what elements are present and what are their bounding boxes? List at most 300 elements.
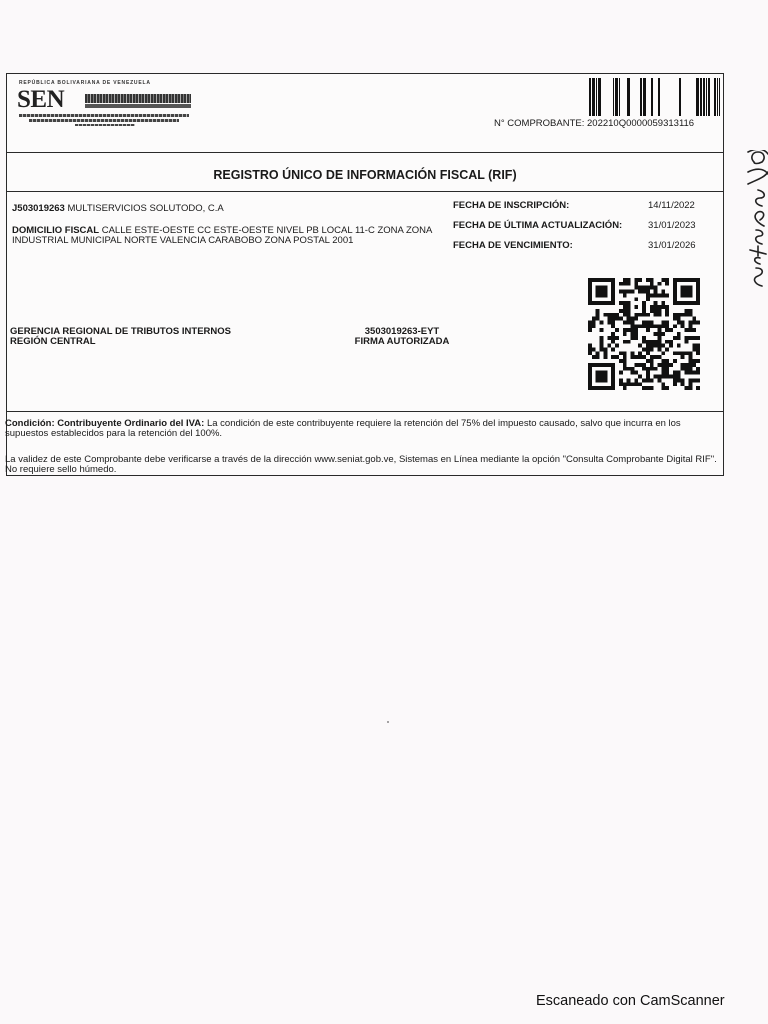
barcode-bar xyxy=(658,78,660,116)
qr-module xyxy=(588,320,592,324)
barcode-bar xyxy=(589,78,591,116)
qr-module xyxy=(634,286,638,290)
qr-module xyxy=(638,278,642,282)
qr-module xyxy=(619,317,623,321)
qr-module xyxy=(677,378,681,382)
qr-module xyxy=(646,278,650,282)
qr-module xyxy=(592,324,596,328)
qr-module xyxy=(611,375,615,379)
qr-module xyxy=(650,320,654,324)
qr-module xyxy=(646,297,650,301)
qr-module xyxy=(661,382,665,386)
qr-module xyxy=(685,301,689,305)
qr-module xyxy=(596,355,600,359)
qr-module xyxy=(623,320,627,324)
qr-module xyxy=(600,301,604,305)
authorized-signature xyxy=(348,327,456,347)
qr-module xyxy=(588,278,592,282)
qr-module xyxy=(665,309,669,313)
qr-module xyxy=(627,290,631,294)
divider xyxy=(7,191,723,192)
qr-module xyxy=(615,344,619,348)
camscanner-watermark: Escaneado con CamScanner xyxy=(536,993,725,1009)
logo-subline xyxy=(29,119,179,122)
qr-module xyxy=(642,305,646,309)
qr-module xyxy=(688,278,692,282)
qr-module xyxy=(638,355,642,359)
qr-module xyxy=(665,278,669,282)
qr-module xyxy=(665,324,669,328)
qr-module xyxy=(677,301,681,305)
qr-module xyxy=(673,375,677,379)
qr-module xyxy=(588,286,592,290)
qr-module xyxy=(658,305,662,309)
qr-module xyxy=(611,367,615,371)
qr-module xyxy=(669,328,673,332)
qr-module xyxy=(646,286,650,290)
qr-module xyxy=(630,328,634,332)
qr-module xyxy=(588,328,592,332)
qr-module xyxy=(607,313,611,317)
qr-module xyxy=(627,382,631,386)
qr-module xyxy=(615,313,619,317)
qr-module xyxy=(623,351,627,355)
qr-module xyxy=(592,278,596,282)
qr-module xyxy=(596,301,600,305)
qr-module xyxy=(665,313,669,317)
qr-module xyxy=(611,290,615,294)
qr-module xyxy=(681,293,685,297)
qr-module xyxy=(681,286,685,290)
qr-module xyxy=(646,367,650,371)
qr-module xyxy=(661,371,665,375)
qr-module xyxy=(634,317,638,321)
qr-module xyxy=(696,290,700,294)
qr-module xyxy=(600,328,604,332)
barcode-bar xyxy=(679,78,681,116)
qr-module xyxy=(658,348,662,352)
qr-module xyxy=(681,378,685,382)
qr-module xyxy=(661,278,665,282)
qr-module xyxy=(630,367,634,371)
logo-graphic xyxy=(85,94,191,103)
qr-module xyxy=(673,371,677,375)
qr-module xyxy=(623,332,627,336)
qr-module xyxy=(654,332,658,336)
barcode-bar xyxy=(613,78,614,116)
qr-module xyxy=(600,320,604,324)
qr-module xyxy=(607,363,611,367)
qr-module xyxy=(634,278,638,282)
qr-module xyxy=(688,355,692,359)
qr-module xyxy=(650,282,654,286)
qr-module xyxy=(696,351,700,355)
qr-module xyxy=(654,286,658,290)
qr-module xyxy=(669,340,673,344)
qr-module xyxy=(596,309,600,313)
qr-module xyxy=(619,282,623,286)
qr-module xyxy=(685,328,689,332)
qr-module xyxy=(692,328,696,332)
qr-module xyxy=(677,344,681,348)
qr-module xyxy=(638,382,642,386)
qr-module xyxy=(681,382,685,386)
qr-module xyxy=(661,386,665,390)
qr-module xyxy=(596,293,600,297)
qr-module xyxy=(673,324,677,328)
qr-module xyxy=(607,278,611,282)
qr-module xyxy=(600,348,604,352)
qr-module xyxy=(619,378,623,382)
qr-module xyxy=(685,351,689,355)
qr-module xyxy=(607,344,611,348)
qr-module xyxy=(692,278,696,282)
qr-module xyxy=(634,305,638,309)
qr-module xyxy=(634,382,638,386)
qr-module xyxy=(592,363,596,367)
qr-module xyxy=(646,375,650,379)
inscription-date-label: FECHA DE INSCRIPCIÓN: xyxy=(453,200,570,211)
barcode-bar xyxy=(696,78,699,116)
qr-module xyxy=(642,348,646,352)
qr-module xyxy=(607,336,611,340)
qr-module xyxy=(677,371,681,375)
qr-module xyxy=(658,340,662,344)
qr-module xyxy=(665,305,669,309)
qr-module xyxy=(654,313,658,317)
qr-module xyxy=(658,355,662,359)
qr-module xyxy=(600,293,604,297)
qr-module xyxy=(630,382,634,386)
qr-module xyxy=(627,301,631,305)
qr-module xyxy=(627,378,631,382)
qr-module xyxy=(611,348,615,352)
qr-module xyxy=(603,363,607,367)
qr-module xyxy=(688,336,692,340)
qr-module xyxy=(600,290,604,294)
qr-module xyxy=(627,367,631,371)
qr-module xyxy=(627,340,631,344)
comprobante-line xyxy=(494,118,694,129)
qr-module xyxy=(696,348,700,352)
qr-module xyxy=(603,371,607,375)
qr-module xyxy=(642,290,646,294)
barcode-bar xyxy=(619,78,620,116)
qr-module xyxy=(603,355,607,359)
qr-module xyxy=(627,328,631,332)
qr-module xyxy=(638,375,642,379)
qr-module xyxy=(696,344,700,348)
qr-module xyxy=(630,317,634,321)
qr-module xyxy=(623,367,627,371)
qr-module xyxy=(665,282,669,286)
qr-module xyxy=(658,313,662,317)
tax-office-line1: GERENCIA REGIONAL DE TRIBUTOS INTERNOS xyxy=(10,326,231,337)
qr-module xyxy=(588,290,592,294)
qr-module xyxy=(665,328,669,332)
qr-module xyxy=(681,363,685,367)
qr-module xyxy=(603,301,607,305)
handwritten-note xyxy=(744,150,768,290)
qr-module xyxy=(596,378,600,382)
qr-module xyxy=(696,386,700,390)
barcode-bar xyxy=(700,78,702,116)
qr-module xyxy=(603,290,607,294)
qr-module xyxy=(623,340,627,344)
qr-module xyxy=(688,324,692,328)
qr-module xyxy=(673,290,677,294)
qr-module xyxy=(623,309,627,313)
qr-module xyxy=(669,375,673,379)
qr-module xyxy=(665,386,669,390)
barcode-bar xyxy=(719,78,720,116)
qr-module xyxy=(596,363,600,367)
qr-module xyxy=(673,293,677,297)
qr-module xyxy=(588,293,592,297)
qr-module xyxy=(634,332,638,336)
qr-module xyxy=(603,313,607,317)
qr-module xyxy=(596,286,600,290)
qr-module xyxy=(646,371,650,375)
qr-module xyxy=(627,313,631,317)
qr-module xyxy=(638,363,642,367)
qr-module xyxy=(688,309,692,313)
qr-module xyxy=(623,305,627,309)
qr-module xyxy=(603,386,607,390)
qr-module xyxy=(596,375,600,379)
qr-module xyxy=(588,386,592,390)
qr-module xyxy=(661,290,665,294)
qr-module xyxy=(646,290,650,294)
qr-module xyxy=(661,344,665,348)
divider xyxy=(7,152,723,153)
qr-module xyxy=(696,320,700,324)
qr-module xyxy=(685,371,689,375)
qr-module xyxy=(630,290,634,294)
inscription-date-value: 14/11/2022 xyxy=(648,200,695,211)
qr-code-image xyxy=(585,278,703,390)
qr-module xyxy=(646,313,650,317)
qr-module xyxy=(588,363,592,367)
qr-module xyxy=(607,320,611,324)
qr-module xyxy=(650,324,654,328)
qr-module xyxy=(615,336,619,340)
qr-module xyxy=(692,320,696,324)
signature-code: 3503019263-EYT xyxy=(364,326,440,337)
qr-module xyxy=(650,367,654,371)
qr-module xyxy=(634,328,638,332)
qr-module xyxy=(603,348,607,352)
qr-module xyxy=(658,363,662,367)
qr-module xyxy=(665,371,669,375)
qr-module xyxy=(642,320,646,324)
qr-module xyxy=(600,340,604,344)
qr-module xyxy=(677,313,681,317)
qr-module xyxy=(623,290,627,294)
qr-module xyxy=(650,278,654,282)
qr-module xyxy=(696,359,700,363)
qr-module xyxy=(619,301,623,305)
qr-module xyxy=(600,278,604,282)
qr-module xyxy=(650,348,654,352)
qr-module xyxy=(673,297,677,301)
qr-module xyxy=(681,301,685,305)
qr-module xyxy=(596,371,600,375)
document-title: REGISTRO ÚNICO DE INFORMACIÓN FISCAL (RIF) xyxy=(213,168,517,182)
update-date-label: FECHA DE ÚLTIMA ACTUALIZACIÓN: xyxy=(453,220,623,231)
qr-module xyxy=(642,301,646,305)
qr-module xyxy=(611,278,615,282)
qr-module xyxy=(685,336,689,340)
qr-module xyxy=(623,278,627,282)
qr-module xyxy=(673,378,677,382)
qr-module xyxy=(615,328,619,332)
qr-module xyxy=(661,351,665,355)
qr-module xyxy=(677,375,681,379)
rif-certificate xyxy=(6,73,724,476)
qr-module xyxy=(642,340,646,344)
tax-office xyxy=(10,327,231,347)
qr-module xyxy=(588,282,592,286)
qr-module xyxy=(588,301,592,305)
qr-module xyxy=(661,305,665,309)
qr-module xyxy=(688,351,692,355)
qr-module xyxy=(646,293,650,297)
qr-module xyxy=(615,317,619,321)
qr-module xyxy=(677,320,681,324)
validity-notice: La validez de este Comprobante debe verificarse a través de la dirección www.seniat.gob.ve, Sistemas en Línea mediante la opción "Consulta Comprobante Digital RIF". No requiere sello húmedo. xyxy=(5,454,717,475)
qr-module xyxy=(638,290,642,294)
qr-module xyxy=(650,363,654,367)
qr-module xyxy=(592,320,596,324)
signature-label: FIRMA AUTORIZADA xyxy=(354,336,450,347)
qr-module xyxy=(611,355,615,359)
qr-module xyxy=(642,367,646,371)
qr-module xyxy=(588,378,592,382)
qr-module xyxy=(692,359,696,363)
barcode-bar xyxy=(706,78,707,116)
qr-module xyxy=(661,359,665,363)
qr-module xyxy=(642,336,646,340)
qr-module xyxy=(688,313,692,317)
qr-module xyxy=(600,336,604,340)
qr-module xyxy=(642,286,646,290)
qr-module xyxy=(638,344,642,348)
qr-module xyxy=(646,378,650,382)
qr-module xyxy=(600,286,604,290)
qr-module xyxy=(673,359,677,363)
qr-module xyxy=(600,386,604,390)
taxpayer-line xyxy=(12,203,224,214)
qr-module xyxy=(681,367,685,371)
qr-module xyxy=(688,290,692,294)
barcode-bar xyxy=(596,78,597,116)
qr-module xyxy=(654,290,658,294)
qr-module xyxy=(688,382,692,386)
qr-module xyxy=(677,317,681,321)
qr-module xyxy=(696,286,700,290)
qr-module xyxy=(611,382,615,386)
comprobante-label: N° COMPROBANTE: xyxy=(494,118,585,129)
qr-module xyxy=(623,355,627,359)
qr-module xyxy=(685,340,689,344)
logo-subline xyxy=(75,124,135,126)
qr-module xyxy=(650,386,654,390)
qr-module xyxy=(692,378,696,382)
qr-module xyxy=(611,363,615,367)
qr-module xyxy=(685,278,689,282)
qr-module xyxy=(669,363,673,367)
qr-module xyxy=(685,286,689,290)
address-text: CALLE ESTE-OESTE CC ESTE-OESTE NIVEL PB LOCAL 11-C ZONA ZONA INDUSTRIAL MUNICIPAL NORTE VALENCIA CARABOBO ZONA POSTAL 2001 xyxy=(12,225,432,246)
qr-module xyxy=(673,301,677,305)
qr-module xyxy=(603,375,607,379)
qr-module xyxy=(630,371,634,375)
qr-module xyxy=(634,371,638,375)
qr-module xyxy=(658,309,662,313)
qr-module xyxy=(611,297,615,301)
qr-module xyxy=(688,328,692,332)
barcode-bar xyxy=(615,78,618,116)
qr-module xyxy=(588,348,592,352)
logo-word: SEN xyxy=(17,86,65,113)
qr-module xyxy=(642,386,646,390)
qr-module xyxy=(681,355,685,359)
qr-module xyxy=(685,309,689,313)
qr-module xyxy=(588,375,592,379)
update-date-value: 31/01/2023 xyxy=(648,220,696,231)
qr-module xyxy=(646,320,650,324)
barcode-bar xyxy=(708,78,710,116)
qr-module xyxy=(630,324,634,328)
qr-module xyxy=(611,320,615,324)
qr-module xyxy=(654,375,658,379)
qr-module xyxy=(588,382,592,386)
qr-module xyxy=(611,386,615,390)
qr-module xyxy=(665,375,669,379)
qr-module xyxy=(692,317,696,321)
qr-module xyxy=(681,324,685,328)
qr-module xyxy=(623,363,627,367)
qr-module xyxy=(696,367,700,371)
qr-module xyxy=(588,367,592,371)
qr-module xyxy=(623,282,627,286)
qr-module xyxy=(677,351,681,355)
qr-module xyxy=(665,367,669,371)
qr-module xyxy=(658,293,662,297)
qr-module xyxy=(692,301,696,305)
qr-module xyxy=(673,282,677,286)
qr-module xyxy=(627,278,631,282)
barcode-bar xyxy=(640,78,642,116)
qr-module xyxy=(661,367,665,371)
qr-module xyxy=(623,382,627,386)
barcode-bar xyxy=(651,78,653,116)
qr-module xyxy=(638,324,642,328)
qr-module xyxy=(596,290,600,294)
qr-module xyxy=(673,336,677,340)
qr-module xyxy=(634,378,638,382)
qr-module xyxy=(688,371,692,375)
qr-module xyxy=(642,324,646,328)
qr-module xyxy=(638,286,642,290)
qr-module xyxy=(696,282,700,286)
qr-module xyxy=(673,382,677,386)
taxpayer-name: MULTISERVICIOS SOLUTODO, C.A xyxy=(67,203,224,214)
qr-module xyxy=(654,324,658,328)
qr-module xyxy=(688,386,692,390)
qr-module xyxy=(646,348,650,352)
